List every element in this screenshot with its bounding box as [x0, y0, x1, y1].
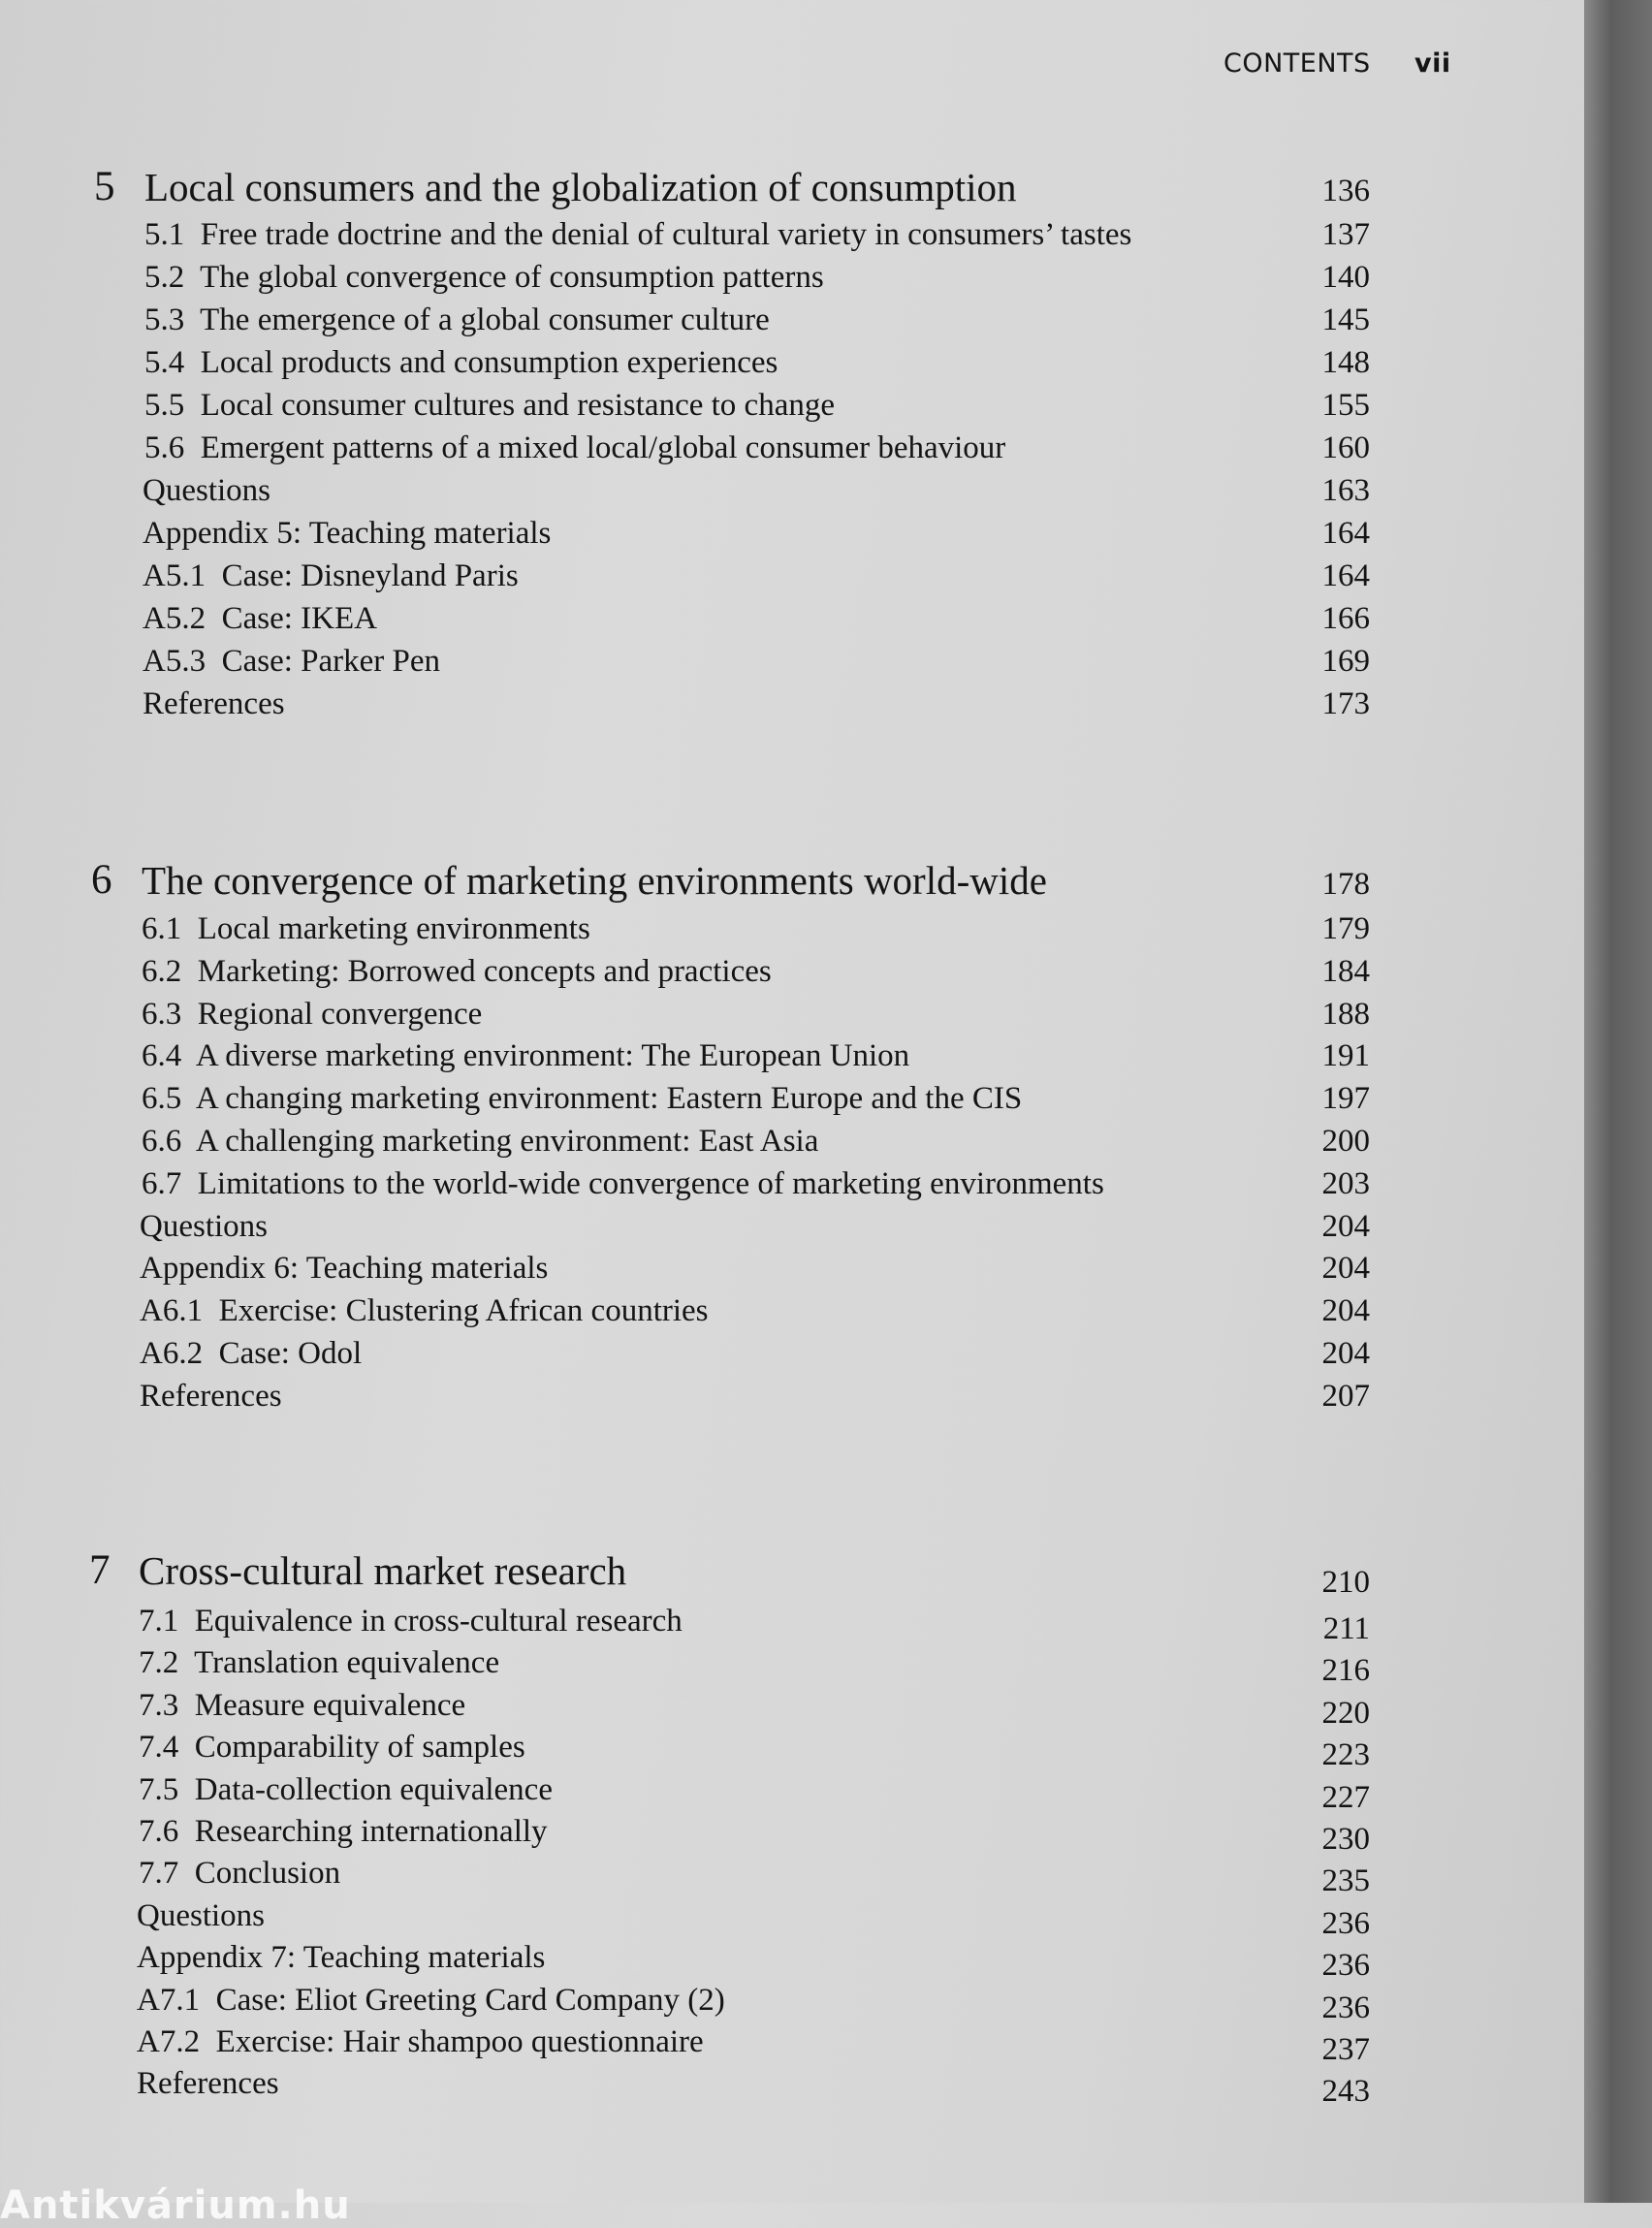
page-number: 207 — [1321, 1378, 1370, 1414]
entry-title: Appendix 6: Teaching materials — [140, 1251, 549, 1287]
chapter-heading — [0, 859, 1370, 902]
toc-entry — [0, 1726, 1370, 1773]
toc-entry — [0, 1375, 1370, 1417]
entry-title: Questions — [140, 1208, 268, 1244]
page-number: 204 — [1321, 1336, 1370, 1371]
toc-entry — [0, 683, 1370, 725]
toc-entry — [0, 993, 1370, 1035]
page-number: 178 — [1321, 867, 1370, 902]
chapter-title: Local consumers and the globalization of consumption — [144, 165, 1017, 209]
entry-title: 6.4 A diverse marketing environment: The European Union — [142, 1038, 910, 1074]
page-number: 145 — [1321, 302, 1370, 337]
page-number: 148 — [1321, 345, 1370, 380]
entry-title: A6.1 Exercise: Clustering African countries — [140, 1293, 709, 1329]
entry-title: 5.1 Free trade doctrine and the denial of cultural variety in consumers’ tastes — [144, 217, 1132, 252]
entry-title: 7.3 Measure equivalence — [139, 1687, 466, 1723]
entry-title: 6.6 A challenging marketing environment: East Asia — [142, 1124, 819, 1159]
chapter-heading — [0, 1547, 1370, 1600]
page-number: 164 — [1321, 558, 1370, 593]
toc-entry — [0, 907, 1370, 950]
entry-title: A5.1 Case: Disneyland Paris — [143, 558, 519, 593]
page-number: 200 — [1321, 1124, 1370, 1159]
toc-entry — [0, 1641, 1370, 1689]
page-number: 166 — [1321, 601, 1370, 636]
page-number: 243 — [1321, 2074, 1370, 2110]
entry-title: A7.1 Case: Eliot Greeting Card Company (2) — [137, 1982, 725, 2018]
toc-entry — [0, 555, 1370, 597]
toc-entry — [0, 1810, 1370, 1857]
entry-title: 7.4 Comparability of samples — [139, 1730, 525, 1766]
page-number: 230 — [1321, 1822, 1370, 1857]
toc-entry — [0, 1768, 1370, 1815]
entry-title: References — [137, 2066, 279, 2102]
toc-entry — [0, 1162, 1370, 1205]
entry-title: 6.7 Limitations to the world-wide convergence of marketing environments — [142, 1165, 1104, 1201]
toc-entry — [0, 1034, 1370, 1077]
entry-title: Questions — [143, 473, 270, 508]
toc-entry — [0, 1247, 1370, 1289]
page-number: 220 — [1321, 1695, 1370, 1731]
page-number: 191 — [1321, 1038, 1370, 1074]
page-number: 203 — [1321, 1165, 1370, 1201]
chapter-heading — [0, 166, 1370, 208]
running-header — [1223, 48, 1451, 79]
entry-title: 6.2 Marketing: Borrowed concepts and practices — [142, 953, 772, 989]
toc-entry — [0, 256, 1370, 299]
page-number: 173 — [1321, 686, 1370, 721]
entry-title: Appendix 7: Teaching materials — [137, 1940, 546, 1976]
page-number: 237 — [1321, 2032, 1370, 2067]
toc-entry — [0, 1332, 1370, 1375]
entry-title: References — [143, 686, 285, 721]
page-number: 204 — [1321, 1208, 1370, 1244]
entry-title: 7.1 Equivalence in cross-cultural research — [139, 1604, 683, 1639]
page-number: 204 — [1321, 1293, 1370, 1329]
page-number: 236 — [1321, 1948, 1370, 1984]
toc-entry — [0, 512, 1370, 555]
toc-entry — [0, 427, 1370, 469]
page-number: 160 — [1321, 430, 1370, 465]
page-number: 136 — [1321, 174, 1370, 208]
toc-entry — [0, 1600, 1370, 1646]
entry-title: 6.3 Regional convergence — [142, 996, 483, 1032]
toc-entry — [0, 1289, 1370, 1332]
chapter-number: 5 — [94, 164, 115, 209]
toc-entry — [0, 640, 1370, 683]
entry-title: A7.2 Exercise: Hair shampoo questionnaire — [137, 2024, 704, 2059]
entry-title: A5.3 Case: Parker Pen — [143, 644, 441, 679]
watermark: Antikvárium.hu — [0, 2183, 351, 2228]
page-number: 164 — [1321, 516, 1370, 551]
page-number: 163 — [1321, 473, 1370, 508]
entry-title: 5.6 Emergent patterns of a mixed local/global consumer behaviour — [144, 430, 1006, 465]
toc-entry — [0, 1205, 1370, 1248]
page-number: 140 — [1321, 260, 1370, 295]
page-number: 223 — [1321, 1737, 1370, 1773]
entry-title: 6.5 A changing marketing environment: Eastern Europe and the CIS — [142, 1081, 1023, 1117]
toc-entry — [0, 213, 1370, 256]
page-number: 227 — [1321, 1779, 1370, 1815]
toc-entry — [0, 299, 1370, 341]
toc-entry — [0, 384, 1370, 427]
toc-entry — [0, 1852, 1370, 1899]
entry-title: 7.2 Translation equivalence — [139, 1645, 500, 1681]
page-number: 169 — [1321, 644, 1370, 679]
page-number: 204 — [1321, 1251, 1370, 1287]
chapter-title: The convergence of marketing environments world-wide — [142, 858, 1047, 903]
page-number: 210 — [1321, 1565, 1370, 1600]
entry-title: A5.2 Case: IKEA — [143, 601, 377, 636]
entry-title: References — [140, 1378, 282, 1414]
header-label: CONTENTS — [1223, 48, 1371, 79]
toc-entry — [0, 469, 1370, 512]
entry-title: 5.3 The emergence of a global consumer culture — [144, 302, 770, 337]
page-number: 236 — [1321, 1905, 1370, 1941]
entry-title: Appendix 5: Teaching materials — [143, 516, 552, 551]
entry-title: 7.6 Researching internationally — [139, 1814, 548, 1849]
toc-entry — [0, 950, 1370, 993]
chapter-title: Cross-cultural market research — [139, 1548, 627, 1593]
page-number: 216 — [1321, 1653, 1370, 1689]
chapter-number: 7 — [89, 1547, 111, 1593]
page-number: 235 — [1321, 1863, 1370, 1899]
toc-entry — [0, 2021, 1370, 2067]
entry-title: 5.5 Local consumer cultures and resistance to change — [144, 388, 835, 423]
entry-title: 6.1 Local marketing environments — [142, 911, 590, 946]
toc-entry — [0, 1077, 1370, 1120]
toc-entry — [0, 341, 1370, 384]
entry-title: A6.2 Case: Odol — [140, 1336, 363, 1371]
toc-entry — [0, 1979, 1370, 2025]
page-number: 211 — [1322, 1611, 1370, 1646]
header-page-number: vii — [1414, 48, 1451, 79]
entry-title: 7.5 Data-collection equivalence — [139, 1771, 553, 1807]
entry-title: 7.7 Conclusion — [139, 1856, 341, 1892]
book-page-edge — [1584, 0, 1652, 2203]
page-number: 184 — [1321, 953, 1370, 989]
chapter-number: 6 — [91, 857, 112, 903]
page-number: 179 — [1321, 911, 1370, 946]
page-number: 188 — [1321, 996, 1370, 1032]
toc-entry — [0, 1684, 1370, 1731]
toc-entry — [0, 1894, 1370, 1941]
toc-entry — [0, 1120, 1370, 1162]
page-number: 197 — [1321, 1081, 1370, 1117]
page-number: 155 — [1321, 388, 1370, 423]
toc-entry — [0, 1936, 1370, 1984]
toc-entry — [0, 2062, 1370, 2110]
entry-title: 5.2 The global convergence of consumption patterns — [144, 260, 824, 295]
toc-entry — [0, 597, 1370, 640]
entry-title: Questions — [137, 1897, 265, 1933]
page-number: 137 — [1321, 217, 1370, 252]
entry-title: 5.4 Local products and consumption experiences — [144, 345, 778, 380]
page-number: 236 — [1321, 1989, 1370, 2025]
